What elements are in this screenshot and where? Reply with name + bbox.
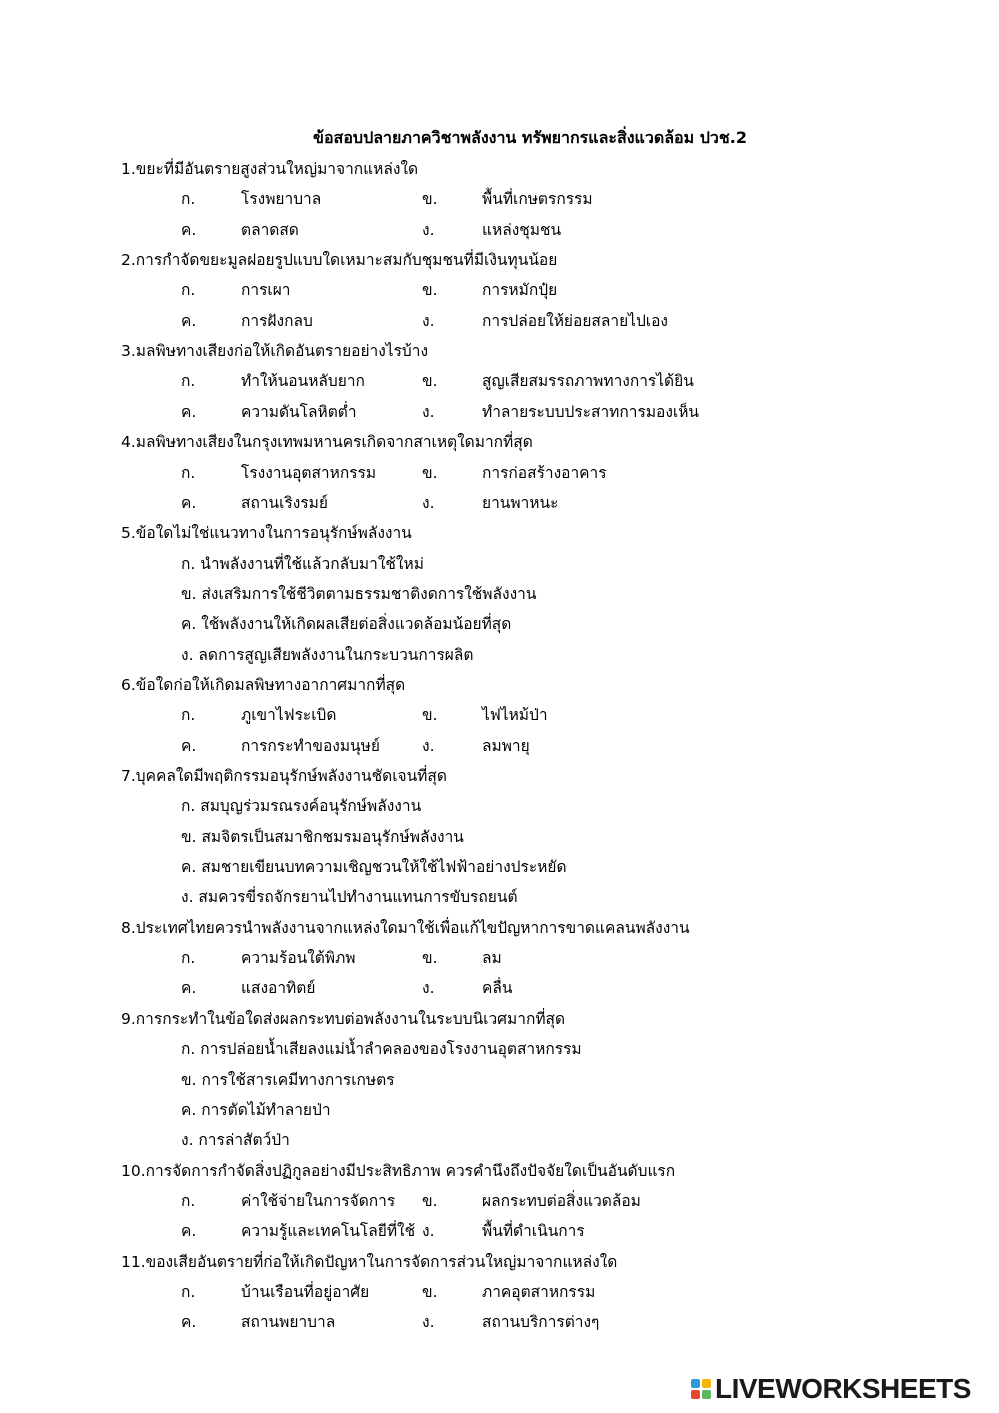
option-text: การปล่อยให้ย่อยสลายไปเอง (482, 312, 668, 330)
question-text: 11.ของเสียอันตรายที่ก่อให้เกิดปัญหาในการจัดการส่วนใหญ่มาจากแหล่งใด (121, 1253, 618, 1271)
option-text: การก่อสร้างอาคาร (482, 464, 607, 482)
option-line: ก. การปล่อยน้ำเสียลงแม่น้ำลำคลองของโรงงานอุตสาหกรรม (181, 1040, 582, 1058)
option-line: ง. สมควรขี่รถจักรยานไปทำงานแทนการขับรถยนต์ (181, 888, 518, 906)
option-text: สถานบริการต่างๆ (482, 1313, 600, 1331)
option-label: ข. (422, 281, 438, 299)
brand-name: LIVEWORKSHEETS (715, 1373, 971, 1404)
question-text: 8.ประเทศไทยควรนำพลังงานจากแหล่งใดมาใช้เพื่อแก้ไขปัญหาการขาดแคลนพลังงาน (121, 919, 690, 937)
logo-square-4 (702, 1390, 711, 1399)
option-text: สถานพยาบาล (241, 1313, 336, 1331)
option-text: บ้านเรือนที่อยู่อาศัย (241, 1283, 370, 1301)
option-label: ก. (181, 949, 196, 967)
question-text: 4.มลพิษทางเสียงในกรุงเทพมหานครเกิดจากสาเหตุใดมากที่สุด (121, 433, 533, 451)
option-label: ก. (181, 190, 196, 208)
option-label: ข. (422, 1192, 438, 1210)
option-label: ค. (181, 403, 197, 421)
option-text: ไฟไหม้ป่า (482, 706, 548, 724)
option-row (0, 1307, 999, 1337)
question-text: 5.ข้อใดไม่ใช่แนวทางในการอนุรักษ์พลังงาน (121, 524, 412, 542)
option-row (0, 973, 999, 1003)
option-text: ลม (482, 949, 502, 967)
option-label: ง. (422, 737, 435, 755)
logo-square-3 (691, 1390, 700, 1399)
option-label: ง. (422, 979, 435, 997)
option-row (0, 1186, 999, 1216)
option-text: ทำให้นอนหลับยาก (241, 372, 365, 390)
option-label: ข. (422, 1283, 438, 1301)
option-label: ง. (422, 494, 435, 512)
option-label: ง. (422, 403, 435, 421)
option-row (0, 731, 999, 761)
option-label: ก. (181, 1192, 196, 1210)
option-text: การฝังกลบ (241, 312, 313, 330)
option-row (0, 1277, 999, 1307)
option-row (0, 1216, 999, 1246)
option-row (0, 943, 999, 973)
option-text: ความรู้และเทคโนโลยีที่ใช้ (241, 1222, 416, 1240)
option-line: ง. ลดการสูญเสียพลังงานในกระบวนการผลิต (181, 646, 474, 664)
option-row (0, 184, 999, 214)
option-text: คลื่น (482, 979, 513, 997)
option-label: ก. (181, 464, 196, 482)
option-label: ข. (422, 190, 438, 208)
option-text: แหล่งชุมชน (482, 221, 562, 239)
option-text: ลมพายุ (482, 737, 530, 755)
option-label: ง. (422, 221, 435, 239)
option-label: ค. (181, 1222, 197, 1240)
option-label: ก. (181, 706, 196, 724)
question-text: 9.การกระทำในข้อใดส่งผลกระทบต่อพลังงานในระบบนิเวศมากที่สุด (121, 1010, 566, 1028)
option-label: ก. (181, 372, 196, 390)
option-row (0, 397, 999, 427)
option-text: ผลกระทบต่อสิ่งแวดล้อม (482, 1192, 641, 1210)
option-line: ง. การล่าสัตว์ป่า (181, 1131, 290, 1149)
option-line: ก. สมบุญร่วมรณรงค์อนุรักษ์พลังงาน (181, 797, 422, 815)
option-row (0, 488, 999, 518)
option-row (0, 275, 999, 305)
option-text: การเผา (241, 281, 291, 299)
option-label: ค. (181, 737, 197, 755)
option-line: ก. นำพลังงานที่ใช้แล้วกลับมาใช้ใหม่ (181, 555, 424, 573)
option-text: สถานเริงรมย์ (241, 494, 328, 512)
question-text: 2.การกำจัดขยะมูลฝอยรูปแบบใดเหมาะสมกับชุมชนที่มีเงินทุนน้อย (121, 251, 558, 269)
option-text: ทำลายระบบประสาทการมองเห็น (482, 403, 700, 421)
option-text: ตลาดสด (241, 221, 299, 239)
option-line: ข. ส่งเสริมการใช้ชีวิตตามธรรมชาติงดการใช้พลังงาน (181, 585, 537, 603)
option-label: ข. (422, 949, 438, 967)
option-label: ค. (181, 1313, 197, 1331)
question-text: 6.ข้อใดก่อให้เกิดมลพิษทางอากาศมากที่สุด (121, 676, 406, 694)
option-label: ก. (181, 281, 196, 299)
option-label: ค. (181, 979, 197, 997)
option-text: แสงอาทิตย์ (241, 979, 316, 997)
page-title: ข้อสอบปลายภาควิชาพลังงาน ทรัพยากรและสิ่งแวดล้อม ปวช.2 (313, 128, 747, 147)
option-label: ข. (422, 372, 438, 390)
option-row (0, 306, 999, 336)
option-line: ค. ใช้พลังงานให้เกิดผลเสียต่อสิ่งแวดล้อมน้อยที่สุด (181, 615, 512, 633)
option-text: สูญเสียสมรรถภาพทางการได้ยิน (482, 372, 694, 390)
option-text: ยานพาหนะ (482, 494, 559, 512)
option-label: ง. (422, 1222, 435, 1240)
option-row (0, 700, 999, 730)
option-row (0, 215, 999, 245)
logo-square-1 (691, 1379, 700, 1388)
option-text: ภาคอุตสาหกรรม (482, 1283, 596, 1301)
option-label: ง. (422, 1313, 435, 1331)
option-label: ข. (422, 706, 438, 724)
option-text: ความร้อนใต้พิภพ (241, 949, 356, 967)
option-text: โรงพยาบาล (241, 190, 322, 208)
option-line: ค. สมชายเขียนบทความเชิญชวนให้ใช้ไฟฟ้าอย่างประหยัด (181, 858, 567, 876)
option-label: ก. (181, 1283, 196, 1301)
option-label: ข. (422, 464, 438, 482)
option-text: พื้นที่ดำเนินการ (482, 1222, 585, 1240)
option-row (0, 458, 999, 488)
option-label: ค. (181, 312, 197, 330)
option-text: ภูเขาไฟระเบิด (241, 706, 337, 724)
option-label: ค. (181, 221, 197, 239)
liveworksheets-brand[interactable] (691, 1374, 971, 1404)
question-text: 1.ขยะที่มีอันตรายสูงส่วนใหญ่มาจากแหล่งใด (121, 160, 419, 178)
option-line: ข. สมจิตรเป็นสมาชิกชมรมอนุรักษ์พลังงาน (181, 828, 464, 846)
question-text: 10.การจัดการกำจัดสิ่งปฏิกูลอย่างมีประสิทธิภาพ ควรคำนึงถึงปัจจัยใดเป็นอันดับแรก (121, 1162, 676, 1180)
option-text: ความดันโลหิตต่ำ (241, 403, 357, 421)
liveworksheets-logo-icon (691, 1379, 711, 1399)
option-text: การกระทำของมนุษย์ (241, 737, 380, 755)
option-label: ง. (422, 312, 435, 330)
option-label: ค. (181, 494, 197, 512)
question-text: 3.มลพิษทางเสียงก่อให้เกิดอันตรายอย่างไรบ้าง (121, 342, 429, 360)
option-line: ค. การตัดไม้ทำลายป่า (181, 1101, 331, 1119)
option-row (0, 366, 999, 396)
option-text: การหมักปุ๋ย (482, 281, 558, 299)
option-text: ค่าใช้จ่ายในการจัดการ (241, 1192, 396, 1210)
option-line: ข. การใช้สารเคมีทางการเกษตร (181, 1071, 395, 1089)
logo-square-2 (702, 1379, 711, 1388)
option-text: พื้นที่เกษตรกรรม (482, 190, 593, 208)
option-text: โรงงานอุตสาหกรรม (241, 464, 377, 482)
question-text: 7.บุคคลใดมีพฤติกรรมอนุรักษ์พลังงานชัดเจนที่สุด (121, 767, 447, 785)
